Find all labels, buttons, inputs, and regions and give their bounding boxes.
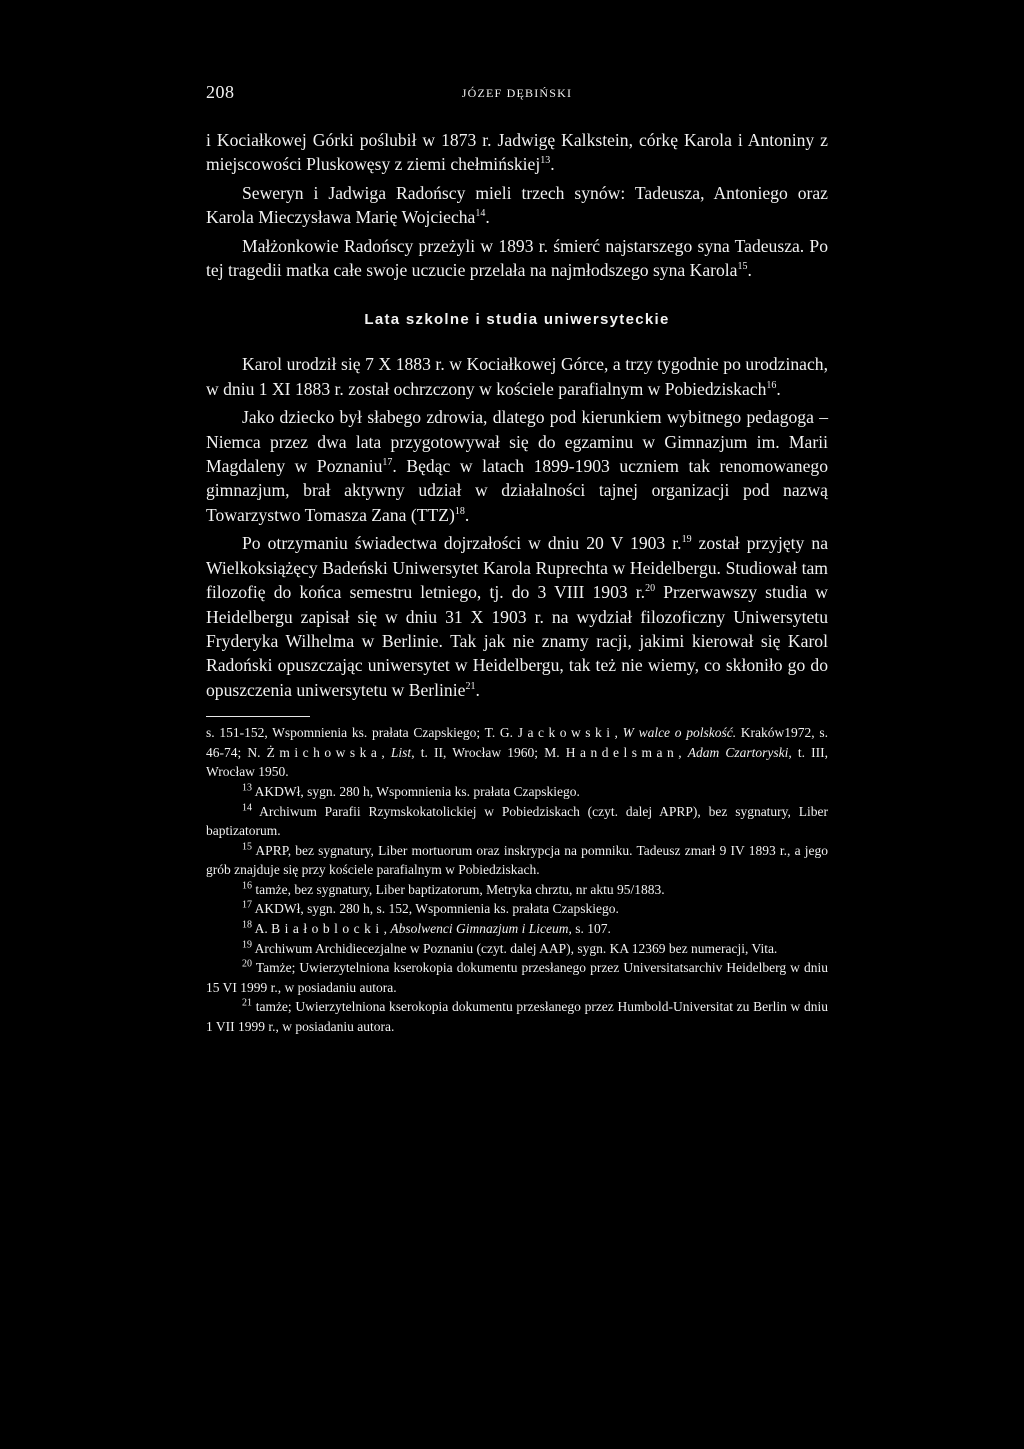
footnote-ref: 13 bbox=[540, 155, 551, 167]
footnotes bbox=[206, 723, 828, 1037]
footnote-ref: 21 bbox=[465, 680, 476, 692]
footnote-ref: 19 bbox=[681, 534, 692, 546]
footnote-ref: 14 bbox=[475, 208, 486, 220]
footnote-13: $^{13}$ AKDWł, sygn. 280 h, Wspomnienia ks. prałata Czapskiego. bbox=[242, 782, 580, 799]
footnote-18: $^{18}$ A. Białoblocki, Absolwenci Gimnazjum i Liceum, s. 107. bbox=[242, 919, 611, 937]
footnote-divider bbox=[206, 716, 310, 717]
page-number: 208 bbox=[206, 82, 235, 102]
footnote-ref: 18 bbox=[454, 506, 465, 518]
footnote-21: $^{21}$ tamże; Uwierzytelniona kserokopia dokumentu przesłanego przez Humbold-Universitat zu Berlin w dniu 1 VII 1999 r., w posiadaniu autora. bbox=[206, 997, 828, 1035]
section-heading: Lata szkolne i studia uniwersyteckie bbox=[364, 311, 670, 329]
running-head-author: JÓZEF DĘBIŃSKI bbox=[461, 86, 573, 100]
footnote-16: $^{16}$ tamże, bez sygnatury, Liber baptizatorum, Metryka chrztu, nr aktu 95/1883. bbox=[242, 880, 665, 897]
footnote-20: $^{20}$ Tamże; Uwierzytelniona kserokopia dokumentu przesłanego przez Universitatsarchiv Heidelberg w dniu 15 VI 1999 r., w posiadaniu autora. bbox=[206, 958, 828, 995]
footnote-ref: 16 bbox=[766, 379, 777, 391]
footnote-ref: 17 bbox=[382, 457, 393, 469]
body-text bbox=[206, 128, 828, 702]
footnote-ref: 15 bbox=[737, 261, 748, 273]
footnote-19: $^{19}$ Archiwum Archidiecezjalne w Poznaniu (czyt. dalej AAP), sygn. KA 12369 bez numeracji, Vita. bbox=[242, 939, 778, 956]
footnote-14: $^{14}$ Archiwum Parafii Rzymskokatolickiej w Pobiedziskach (czyt. dalej APRP), bez sygnatury, Liber baptizatorum. bbox=[206, 802, 828, 839]
paragraph: i Kociałkowej Górki poślubił w 1873 r. Jadwigę Kalkstein, córkę Karola i Antoniny z miejscowości Pluskowęsy z ziemi chełmińskiej$^{13}$. bbox=[206, 130, 828, 175]
footnote-15: $^{15}$ APRP, bez sygnatury, Liber mortuorum oraz inskrypcja na pomniku. Tadeusz zmarł 9 IV 1893 r., a jego grób znajduje się przy kościele parafialnym w Pobiedziskach. bbox=[206, 841, 828, 878]
footnote-17: $^{17}$ AKDWł, sygn. 280 h, s. 152, Wspomnienia ks. prałata Czapskiego. bbox=[242, 899, 619, 917]
running-head bbox=[206, 82, 828, 108]
paragraph: Po otrzymaniu świadectwa dojrzałości w dniu 20 V 1903 r.$^{19}$ został przyjęty na Wielkoksiążęcy Badeński Uniwersytet Karola Ruprechta w Heidelbergu. Studiował tam filozofię do końca semestru letniego, tj. do 3 VIII 1903 r.$^{20}$ Przerwawszy studia w Heidelbergu zapisał się w dniu 31 X 1903 r. na wydział filozoficzny Uniwersytetu Fryderyka Wilhelma w Berlinie. Tak jak nie znamy racji, jakimi kierował się Karol Radoński opuszczając uniwersytet w Heidelbergu, tak też nie wiemy, co skłoniło go do opuszczenia uniwersytetu w Berlinie$^{21}$. bbox=[206, 533, 829, 700]
footnote-continued: s. 151-152, Wspomnienia ks. prałata Czapskiego; T. G. Jackowski, W walce o polskość. Kraków1972, s. 46-74; N. Żmichowska, List, t. II, Wrocław 1960; M. Handelsman, Adam Czartoryski, t. III, Wrocław 1950. bbox=[206, 725, 829, 780]
paragraph: Jako dziecko był słabego zdrowia, dlatego pod kierunkiem wybitnego pedagoga – Niemca przez dwa lata przygotowywał się do egzaminu w Gimnazjum im. Marii Magdaleny w Poznaniu$^{17}$. Będąc w latach 1899-1903 uczniem tak renomowanego gimnazjum, brał aktywny udział w działalności tajnej organizacji pod nazwą Towarzystwo Tomasza Zana (TTZ)$^{18}$. bbox=[206, 407, 828, 525]
paragraph: Małżonkowie Radońscy przeżyli w 1893 r. śmierć najstarszego syna Tadeusza. Po tej tragedii matka całe swoje uczucie przelała na najmłodszego syna Karola$^{15}$. bbox=[206, 235, 828, 281]
paragraph: Karol urodził się 7 X 1883 r. w Kociałkowej Górce, a trzy tygodnie po urodzinach, w dniu 1 XI 1883 r. został ochrzczony w kościele parafialnym w Pobiedziskach$^{16}$. bbox=[206, 354, 828, 399]
paragraph: Seweryn i Jadwiga Radońscy mieli trzech synów: Tadeusza, Antoniego oraz Karola Mieczysława Marię Wojciecha$^{14}$. bbox=[206, 182, 828, 228]
book-page bbox=[206, 82, 828, 1037]
footnote-ref: 20 bbox=[645, 583, 656, 595]
